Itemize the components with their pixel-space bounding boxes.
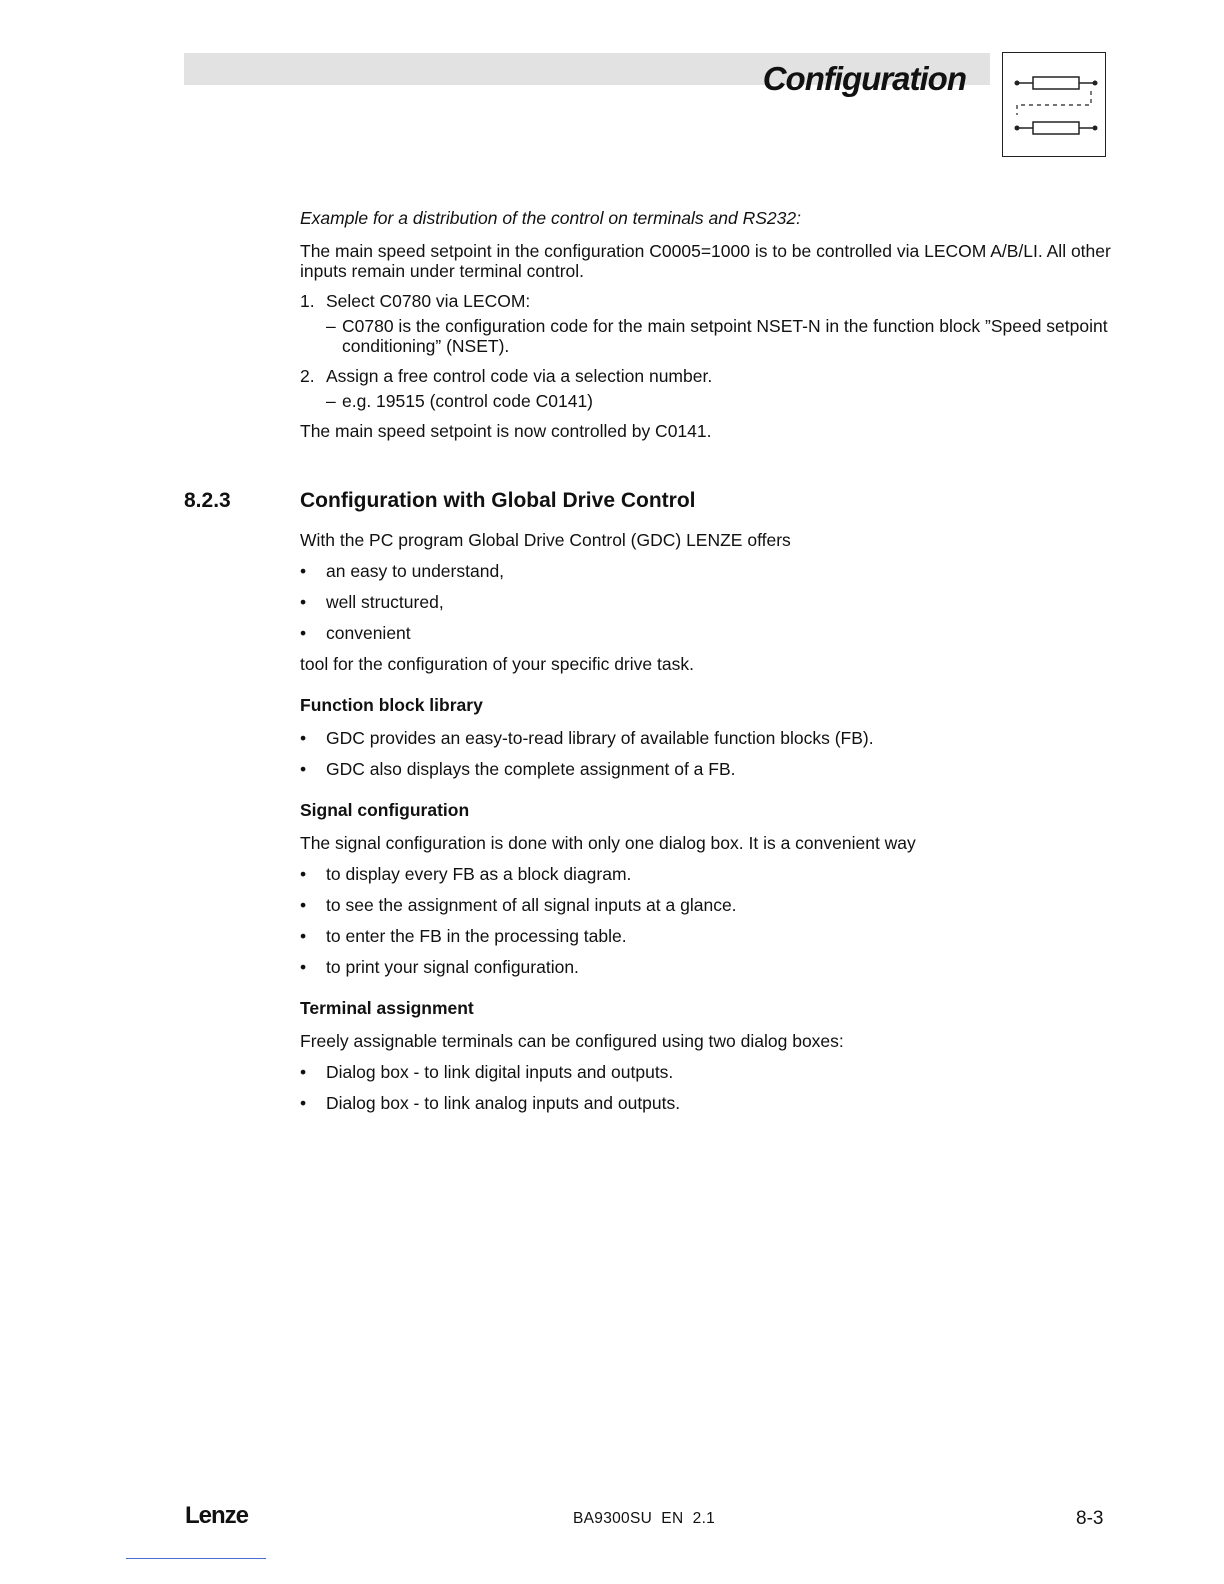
bullet-marker: •	[300, 926, 307, 946]
subheading-fb-library: Function block library	[300, 695, 483, 715]
dash-marker: –	[326, 316, 336, 336]
step-subtext: C0780 is the configuration code for the main setpoint NSET-N in the function block ”Speed setpoint conditioning” (NSET).	[342, 316, 1108, 356]
subheading-signal-config: Signal configuration	[300, 800, 470, 820]
page-title: Configuration	[762, 60, 966, 97]
section-lead: With the PC program Global Drive Control (GDC) LENZE offers	[300, 530, 791, 550]
list-item: • Dialog box - to link analog inputs and outputs.	[300, 1093, 681, 1113]
bullet-marker: •	[300, 957, 307, 977]
terminal-assignment-list	[300, 1062, 1120, 1113]
step-text: Select C0780 via LECOM:	[326, 291, 531, 311]
terminal-assignment-lead: Freely assignable terminals can be configured using two dialog boxes:	[300, 1031, 844, 1051]
dash-marker: –	[326, 391, 336, 411]
bullet-marker: •	[300, 1093, 307, 1113]
list-item: • an easy to understand,	[300, 561, 505, 581]
signal-config-list	[300, 864, 1120, 977]
footer-divider	[126, 1558, 266, 1559]
document-code: BA9300SU EN 2.1	[573, 1510, 716, 1527]
conclusion: The main speed setpoint is now controlled by C0141.	[300, 421, 712, 441]
list-item: • GDC provides an easy-to-read library of available function blocks (FB).	[300, 728, 874, 748]
list-item: • convenient	[300, 623, 411, 643]
after-features: tool for the configuration of your specific drive task.	[300, 654, 694, 674]
bullet-marker: •	[300, 1062, 307, 1082]
bullet-marker: •	[300, 561, 307, 581]
step-text: Assign a free control code via a selection number.	[326, 366, 713, 386]
subheading-terminal-assignment: Terminal assignment	[300, 998, 474, 1018]
bullet-marker: •	[300, 592, 307, 612]
list-item: • to enter the FB in the processing table.	[300, 926, 627, 946]
list-item: • Dialog box - to link digital inputs and outputs.	[300, 1062, 674, 1082]
intro-paragraph: The main speed setpoint in the configuration C0005=1000 is to be controlled via LECOM A/B/LI. All other inputs remain under terminal control.	[300, 241, 1111, 281]
intro-block	[300, 208, 1120, 441]
signal-config-lead: The signal configuration is done with only one dialog box. It is a convenient way	[300, 833, 916, 853]
example-heading: Example for a distribution of the control on terminals and RS232:	[300, 208, 801, 228]
page-number: 8-3	[1076, 1508, 1104, 1529]
bullet-marker: •	[300, 895, 307, 915]
lenze-logo: Lenze	[185, 1502, 249, 1529]
step-number: 1.	[300, 291, 315, 311]
list-item: • GDC also displays the complete assignment of a FB.	[300, 759, 736, 779]
configuration-diagram-icon	[1002, 52, 1106, 157]
step-subtext: e.g. 19515 (control code C0141)	[342, 391, 593, 411]
section-heading	[184, 489, 1084, 513]
step-1	[300, 291, 1120, 356]
list-item: • to print your signal configuration.	[300, 957, 579, 977]
section-title: Configuration with Global Drive Control	[300, 489, 696, 512]
bullet-marker: •	[300, 759, 307, 779]
list-item: • to display every FB as a block diagram.	[300, 864, 632, 884]
feature-list	[300, 561, 1120, 643]
list-item: • well structured,	[300, 592, 444, 612]
bullet-marker: •	[300, 623, 307, 643]
bullet-marker: •	[300, 864, 307, 884]
step-number: 2.	[300, 366, 315, 386]
section-number: 8.2.3	[184, 489, 231, 512]
fb-library-list	[300, 728, 1120, 779]
list-item: • to see the assignment of all signal inputs at a glance.	[300, 895, 737, 915]
step-2	[300, 366, 1120, 411]
bullet-marker: •	[300, 728, 307, 748]
section-body	[300, 530, 1120, 1124]
